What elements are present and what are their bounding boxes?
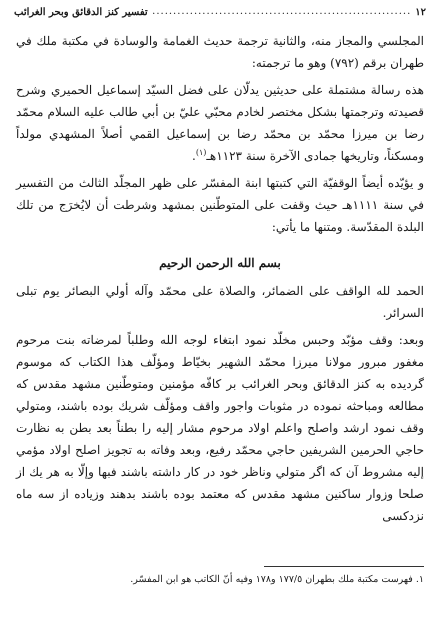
paragraph-text: هذه رسالة مشتملة على حديثين يدلّان على فضل السيّد إسماعيل الحميري وشرح قصيدته وترجمتها بشكل مختصر لخادم محبّي عليّ بن أبي طالب عليه السلام محمّد رضا بن ميرزا محمّد بن محمّد رضا بن إسماعيل القمي أصلاً المشهدي مولداً ومسكناً، وتاريخها جمادى الآخرة سنة ١١٢٣هـ [16, 83, 424, 163]
paragraph: المجلسي والمجاز منه، والثانية ترجمة حديث الغمامة والوسادة في مكتبة ملك في طهران برقم (٧٩٢) وهو ما ترجمته: [16, 34, 424, 70]
header-leader-dots [152, 4, 412, 20]
footnote-divider [264, 566, 424, 567]
footnote: ١. فهرست مكتبة ملك بطهران ١٧٧/٥ و١٧٨ وفيه أنّ الكاتب هو ابن المفسّر. [130, 574, 424, 585]
basmala-heading: بسم الله الرحمن الرحيم [159, 256, 281, 270]
page-header [14, 4, 426, 20]
main-text [16, 30, 424, 527]
paragraph: هذه رسالة مشتملة على حديثين يدلّان على فضل السيّد إسماعيل الحميري وشرح قصيدته وترجمتها بشكل مختصر لخادم محبّي عليّ بن أبي طالب عليه السلام محمّد رضا بن ميرزا محمّد بن محمّد رضا بن إسماعيل القمي أصلاً المشهدي مولداً ومسكناً، وتاريخها جمادى الآخرة سنة ١١٢٣هـ$^{(١)}$. [16, 83, 424, 163]
paragraph: و يؤيّده أيضاً الوقفيّة التي كتبتها ابنة المفسّر على ظهر المجلّد الثالث من التفسير في سنة ١١١١هـ حيث وقفت على المتوطّنين بمشهد وشرطت أن لايُخرَج من تلك البلدة المقدّسة. ومتنها ما يأتي: [16, 176, 424, 234]
footnote-marker: (١) [195, 148, 207, 157]
paragraph: وبعد: وقف مؤبّد وحبس مخلّد نمود ابتغاء لوجه الله وطلباً لمرضاته بنت مرحوم مغفور مبرور مولانا ميرزا محمّد الشهير بخيّاط ومؤلّف هذا الكتاب كه موسوم گرديده به كنز الدقائق وبحر الغرائب بر كافّه مؤمنين ومتوطّنين مشهد مقدس كه مطالعه ومباحثه نموده در مثوبات واجور واقف ومؤلّف شريك بوده باشند، ومتولي وقف نمود ارشد واصلح واعلم اولاد مرحوم مشار إليه را بطناً بعد بطن به نظارت حاجي الحرمين الشريفين حاجي محمّد رفيع، وبعد وفاته به تجويز اصلح اولاد مؤمي إليه مشروط آن كه اگر متولي وناظر خود در كار داشته باشند فبها وإلّا به هر يك از صلحا وزوار ساكنين مشهد مقدس كه معتمد بوده باشند بدهند وزياده از سه ماه نزدكسى [16, 333, 425, 523]
page-number: ١٢ [415, 6, 426, 18]
paragraph: الحمد لله الواقف على الضمائر، والصلاة على محمّد وآله أولي البصائر يوم تبلى السرائر. [16, 284, 424, 320]
running-title: تفسير كنز الدقائق وبحر الغرائب [14, 6, 148, 18]
